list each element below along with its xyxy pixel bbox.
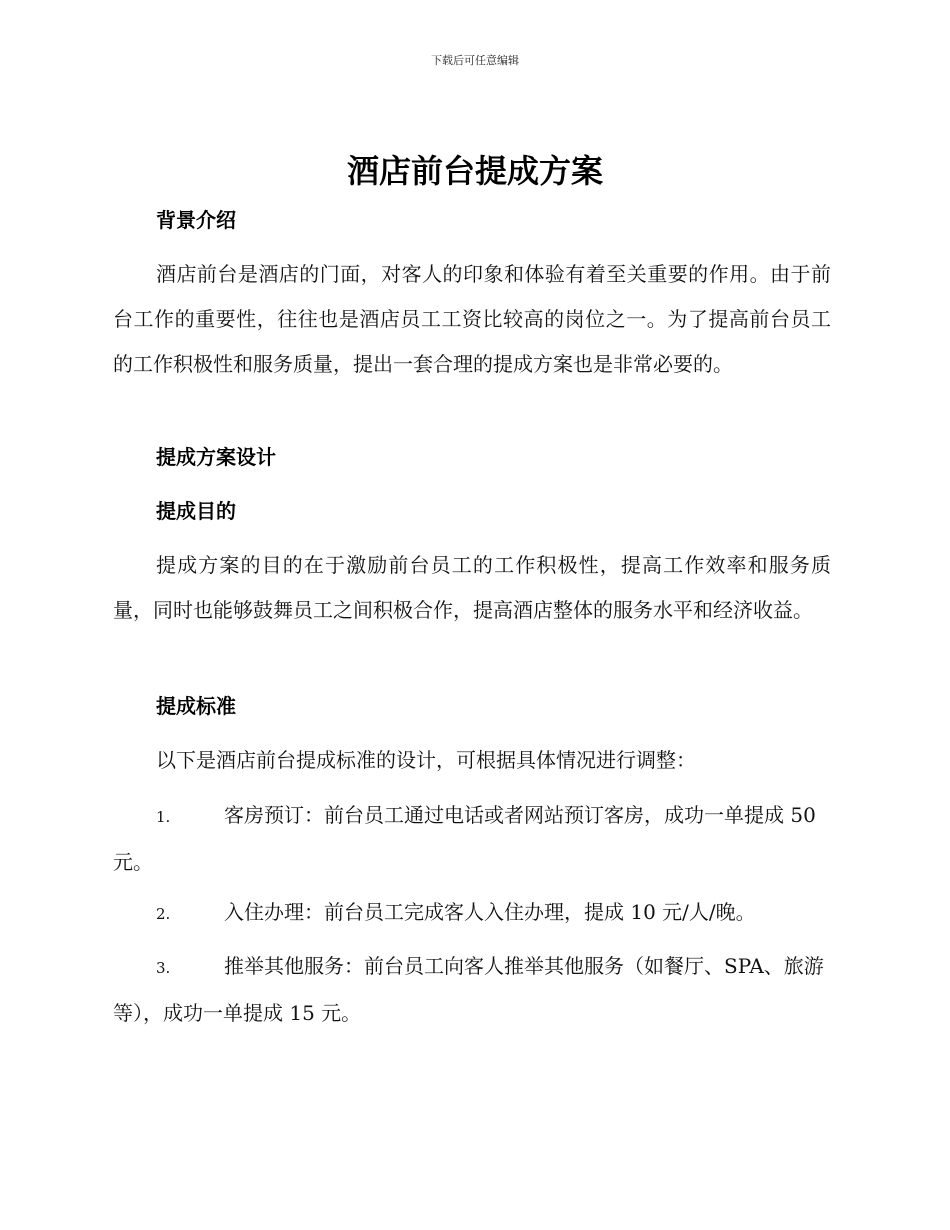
list-item	[113, 890, 831, 937]
header-note: 下载后可任意编辑	[431, 54, 519, 67]
list-item-number: 3.	[156, 959, 171, 977]
list-item-text: 客房预订：前台员工通过电话或者网站预订客房，成功一单提成 50 元。	[113, 803, 816, 874]
heading-background: 背景介绍	[156, 208, 236, 232]
paragraph-standard-intro: 以下是酒店前台提成标准的设计，可根据具体情况进行调整：	[156, 748, 696, 772]
paragraph-background: 酒店前台是酒店的门面，对客人的印象和体验有着至关重要的作用。由于前台工作的重要性，往往也是酒店员工工资比较高的岗位之一。为了提高前台员工的工作积极性和服务质量，提出一套合理的提成方案也是非常必要的。	[113, 262, 831, 376]
heading-design: 提成方案设计	[156, 445, 276, 469]
document-title: 酒店前台提成方案	[346, 152, 603, 190]
list-item-text: 推举其他服务：前台员工向客人推举其他服务（如餐厅、SPA、旅游等），成功一单提成 15 元。	[113, 954, 824, 1025]
heading-purpose: 提成目的	[156, 499, 236, 523]
paragraph-purpose: 提成方案的目的在于激励前台员工的工作积极性，提高工作效率和服务质量，同时也能够鼓舞员工之间积极合作，提高酒店整体的服务水平和经济收益。	[113, 553, 831, 622]
list-item-text: 入住办理：前台员工完成客人入住办理，提成 10 元/人/晚。	[224, 900, 756, 924]
list-item	[113, 944, 831, 1036]
list-item-number: 2.	[156, 905, 171, 923]
heading-standard: 提成标准	[156, 694, 236, 718]
list-item	[113, 793, 831, 885]
list-item-number: 1.	[156, 808, 171, 826]
